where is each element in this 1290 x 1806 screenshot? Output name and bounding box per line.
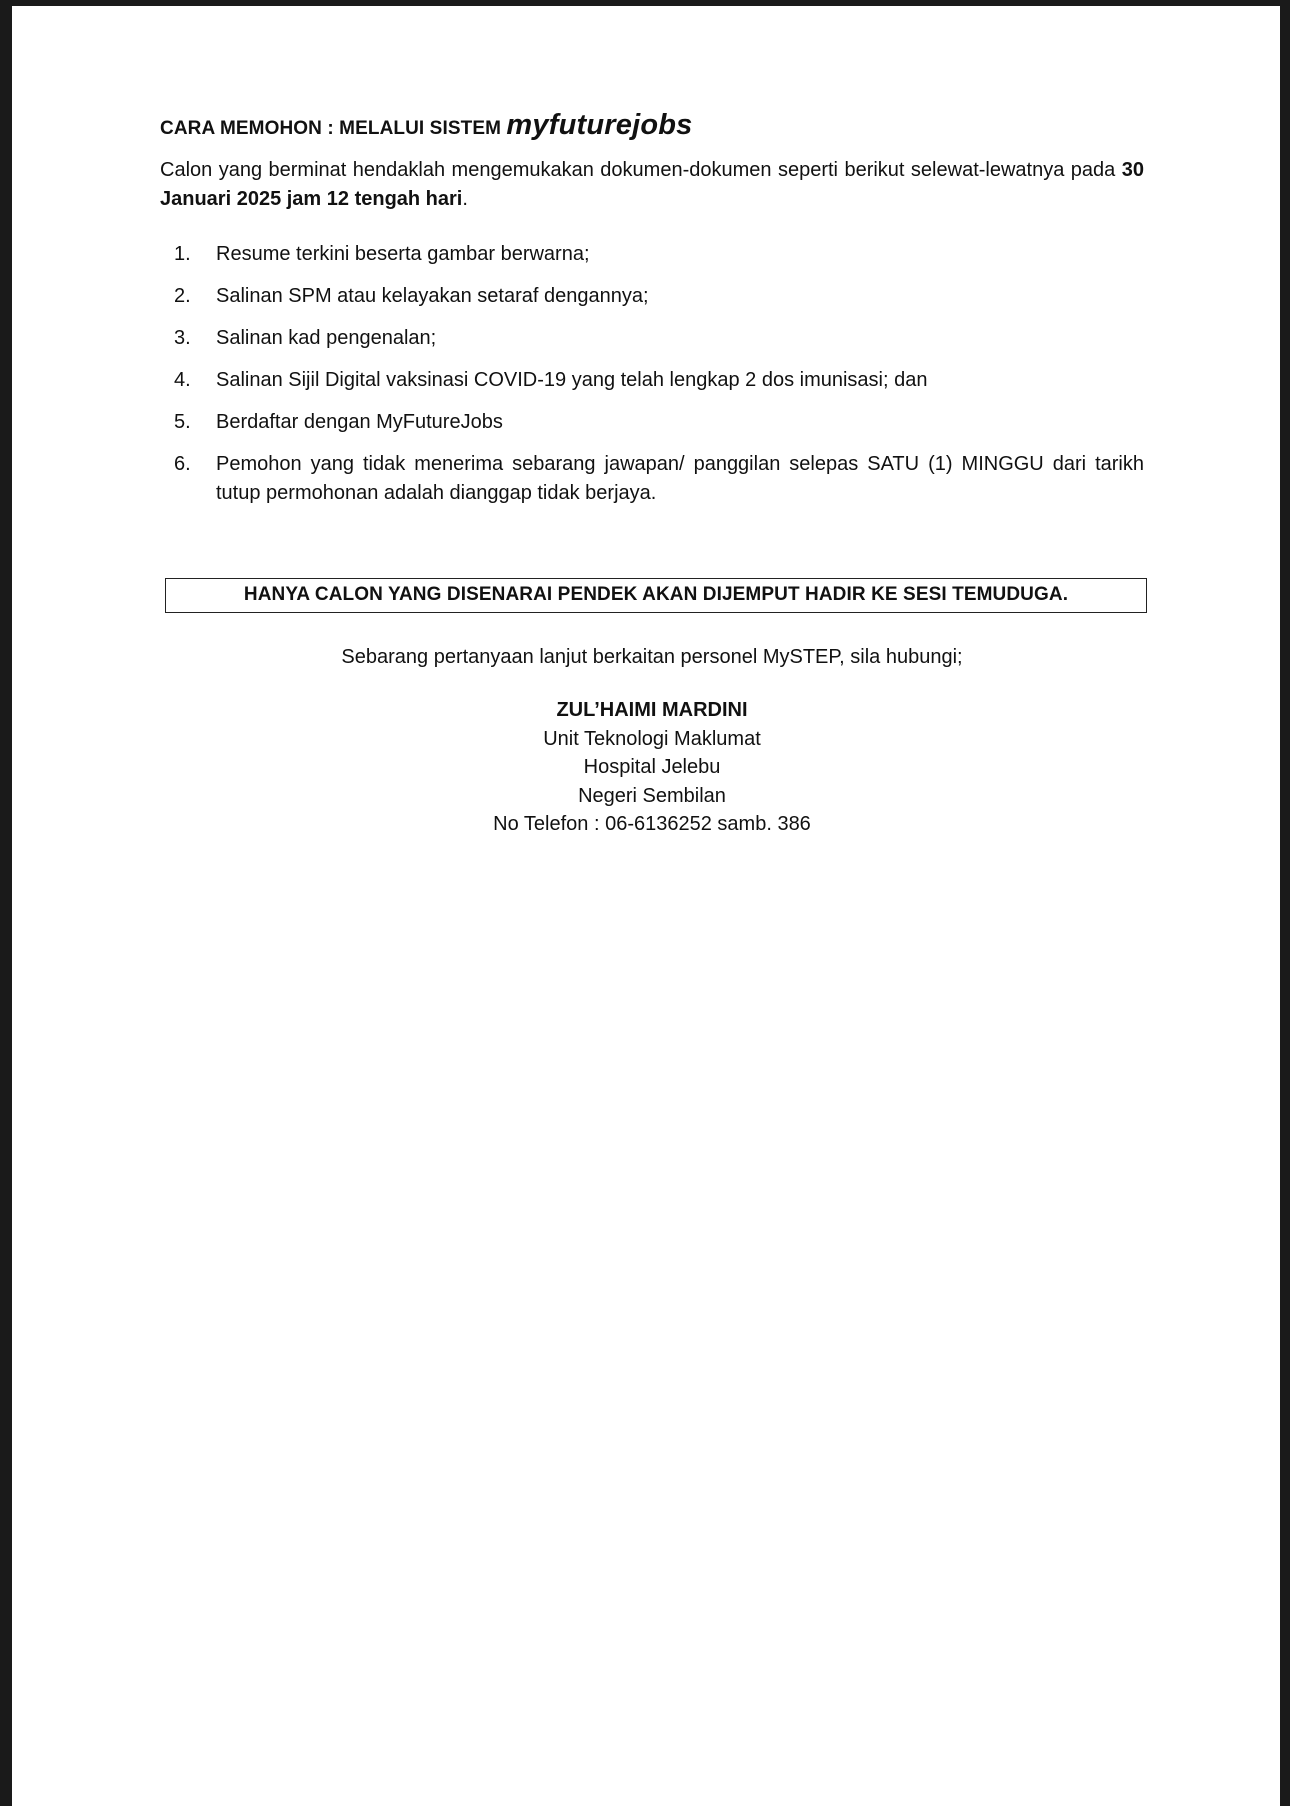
list-item-number: 1. (174, 243, 191, 265)
contact-state: Negeri Sembilan (578, 784, 726, 807)
list-item (160, 240, 1144, 269)
page-title (160, 102, 1144, 152)
list-item-number: 2. (174, 285, 191, 307)
list-item-text: Berdaftar dengan MyFutureJobs (216, 411, 503, 433)
contact-unit: Unit Teknologi Maklumat (543, 727, 761, 750)
contact-phone: No Telefon : 06-6136252 samb. 386 (493, 813, 811, 835)
list-item-number: 4. (174, 369, 191, 391)
list-item-number: 3. (174, 327, 191, 349)
deadline-text: 30 Januari 2025 jam 12 tengah hari (160, 159, 1144, 210)
requirements-list (160, 240, 1144, 508)
intro-text: Calon yang berminat hendaklah mengemukakan dokumen-dokumen seperti berikut selewat-lewatnya pada (160, 159, 1122, 181)
contact-hospital: Hospital Jelebu (583, 756, 721, 778)
list-item-text: Salinan kad pengenalan; (216, 327, 437, 349)
intro-text-end: . (462, 188, 468, 210)
list-item-number: 6. (174, 453, 191, 475)
list-item (160, 324, 1144, 353)
list-item (160, 366, 1144, 395)
list-item (160, 282, 1144, 311)
heading-prefix: CARA MEMOHON : MELALUI SISTEM (160, 118, 507, 139)
document-body (160, 102, 1144, 839)
intro-paragraph (160, 156, 1144, 214)
shortlist-notice-box: HANYA CALON YANG DISENARAI PENDEK AKAN DIJEMPUT HADIR KE SESI TEMUDUGA. (165, 578, 1147, 613)
list-item-text: Resume terkini beserta gambar berwarna; (216, 243, 590, 265)
list-item-text: Pemohon yang tidak menerima sebarang jawapan/ panggilan selepas SATU (1) MINGGU dari tarikh tutup permohonan adalah dianggap tidak berjaya. (216, 453, 1144, 504)
enquiry-text: Sebarang pertanyaan lanjut berkaitan personel MySTEP, sila hubungi; (341, 646, 963, 668)
brand-name: myfuturejobs (506, 109, 693, 141)
list-item (160, 450, 1144, 508)
list-item (160, 408, 1144, 437)
contact-name: ZUL’HAIMI MARDINI (556, 699, 748, 721)
document-page (12, 6, 1280, 1806)
contact-block (160, 696, 1144, 839)
list-item-text: Salinan SPM atau kelayakan setaraf dengannya; (216, 285, 649, 307)
list-item-number: 5. (174, 411, 191, 433)
list-item-text: Salinan Sijil Digital vaksinasi COVID-19 yang telah lengkap 2 dos imunisasi; dan (216, 369, 928, 391)
